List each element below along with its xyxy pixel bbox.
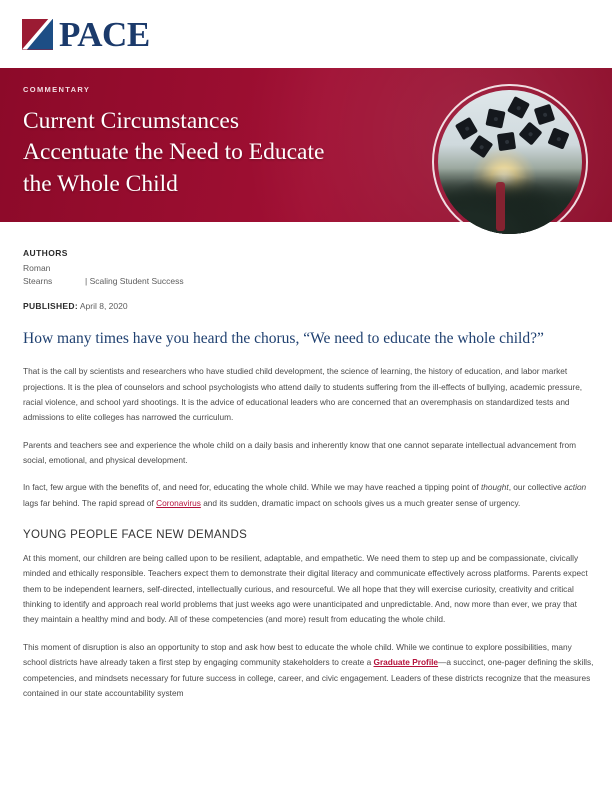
page-title	[23, 106, 423, 200]
page-title-line-3: the Whole Child	[23, 170, 178, 197]
text-fragment: , our collective	[508, 482, 565, 493]
hero-banner	[0, 68, 612, 222]
author-name-line-2	[23, 275, 612, 288]
paragraph-with-links	[23, 640, 594, 701]
graduate-crowd	[438, 168, 582, 234]
paragraph-with-links	[23, 480, 594, 511]
article-deck: How many times have you heard the chorus, “We need to educate the whole child?”	[23, 330, 544, 348]
red-stole-accent	[496, 182, 505, 231]
author-last-name: Stearns	[23, 276, 53, 287]
section-heading: YOUNG PEOPLE FACE NEW DEMANDS	[23, 529, 248, 542]
text-fragment: In fact, few argue with the benefits of, and need for, educating the whole child. While we may have reached a tipping point of	[23, 482, 481, 493]
text-fragment: —a succinct, one-pager defining the skills, competencies, and mindsets necessary for future success in college, career, and civic engagement. Leaders of these districts recognize that the measures contained in our state accountability system	[23, 657, 594, 698]
coronavirus-link[interactable]: Coronavirus	[156, 497, 201, 508]
graduation-cap-icon	[507, 96, 530, 119]
graduation-cap-icon	[534, 104, 555, 125]
paragraph: At this moment, our children are being called upon to be resilient, adaptable, and empathetic. We need them to step up and be compassionate, civically minded and ethically responsible. Teachers expect them to demonstrate their digital literacy and communicate effectively across platforms. Parents expect them to be independent learners, self-directed, intellectually curious, and resourceful. We all hope that they will exercise curiosity, creativity and critical thinking to identify and approach real world problems that just weeks ago were unanticipated and unpredictable. And, now more than ever, we pray that they maintain a healthy mind and body. All of these competencies (and more) result from educating the whole child.	[23, 553, 588, 625]
graduation-photo	[438, 90, 582, 234]
text-fragment: This moment of disruption is also an opportunity to stop and ask how best to educate the whole child. While we continue to explore possibilities, many school districts have already taken a first step by engaging community stakeholders to create a	[23, 641, 572, 668]
paragraph: Parents and teachers see and experience the whole child on a daily basis and inherently know that one cannot separate intellectual advancement from social, emotional, and physical development.	[23, 439, 577, 466]
authors-label: AUTHORS	[23, 248, 68, 258]
article-body	[0, 328, 612, 701]
graduation-cap-icon	[548, 128, 570, 150]
hero-circular-photo	[432, 84, 588, 240]
emphasis-thought: thought	[481, 482, 509, 493]
graduation-cap-icon	[455, 117, 478, 140]
page-title-line-2: Accentuate the Need to Educate	[23, 139, 325, 166]
content-type-kicker: COMMENTARY	[23, 85, 91, 94]
graduate-profile-link[interactable]: Graduate Profile	[373, 657, 439, 668]
author-name-line-1	[23, 262, 612, 275]
graduation-cap-icon	[497, 132, 516, 151]
author-entry	[23, 262, 612, 288]
pace-logo[interactable]	[22, 14, 150, 54]
graduation-cap-icon	[485, 109, 505, 129]
text-fragment: lags far behind. The rapid spread of	[23, 497, 157, 508]
author-organization: | Scaling Student Success	[85, 276, 184, 287]
pace-logo-mark-icon	[22, 19, 53, 50]
published-label: PUBLISHED:	[23, 301, 78, 312]
site-header	[0, 0, 612, 68]
pace-wordmark: PACE	[59, 14, 150, 54]
page-title-line-1: Current Circumstances	[23, 108, 240, 134]
published-date: April 8, 2020	[79, 301, 128, 312]
emphasis-action: action	[564, 482, 587, 493]
author-first-name: Roman	[23, 263, 51, 273]
published-line	[23, 301, 612, 311]
paragraph: That is the call by scientists and researchers who have studied child development, the science of learning, the history of education, and labor market projections. It is the plea of counselors and school psychologists who attend daily to students suffering from the ill-effects of bullying, academic pressure, racial violence, and school yard shootings. It is the advice of educational leaders who are concerned that an overemphasis on standardized tests and admissions to elite colleges has narrowed the curriculum.	[23, 366, 583, 423]
text-fragment: and its sudden, dramatic impact on schools gives us a much greater sense of urgency.	[200, 497, 521, 508]
